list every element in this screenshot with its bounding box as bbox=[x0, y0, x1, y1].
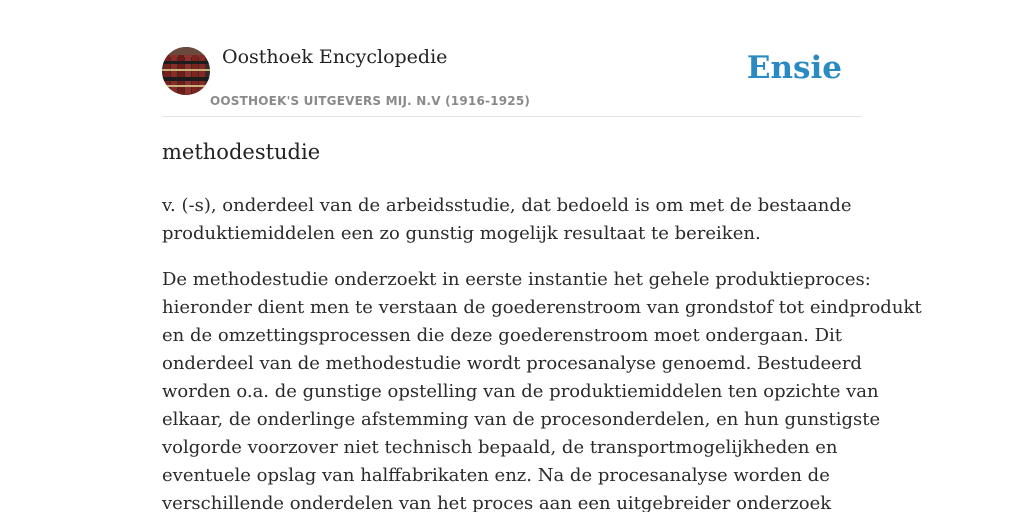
publisher-label: OOSTHOEK'S UITGEVERS MIJ. N.V (1916-1925) bbox=[210, 94, 531, 108]
entry-title: methodestudie bbox=[162, 140, 321, 164]
text-line: worden o.a. de gunstige opstelling van de produktiemiddelen ten opzichte van bbox=[162, 381, 879, 402]
text-line: produktiemiddelen een zo gunstig mogelijk resultaat te bereiken. bbox=[162, 223, 761, 244]
text-line: v. (-s), onderdeel van de arbeidsstudie, dat bedoeld is om met de bestaande bbox=[162, 195, 852, 216]
text-line: De methodestudie onderzoekt in eerste instantie het gehele produktieproces: bbox=[162, 269, 871, 290]
entry-body bbox=[162, 192, 922, 512]
text-line: en de omzettingsprocessen die deze goederenstroom moet ondergaan. Dit bbox=[162, 325, 843, 346]
text-line: elkaar, de onderlinge afstemming van de procesonderdelen, en hun gunstigste bbox=[162, 409, 881, 430]
text-line: eventuele opslag van halffabrikaten enz. Na de procesanalyse worden de bbox=[162, 465, 830, 486]
text-line: hieronder dient men te verstaan de goederenstroom van grondstof tot eindprodukt bbox=[162, 297, 922, 318]
entry-paragraph-1 bbox=[162, 192, 882, 248]
site-title[interactable]: Oosthoek Encyclopedie bbox=[222, 46, 448, 68]
encyclopedia-books-logo[interactable] bbox=[162, 47, 210, 95]
text-line: onderdeel van de methodestudie wordt procesanalyse genoemd. Bestudeerd bbox=[162, 353, 862, 374]
page-header bbox=[162, 46, 862, 117]
ensie-brand-logo[interactable]: Ensie bbox=[746, 50, 842, 86]
entry-paragraph-2 bbox=[162, 266, 922, 512]
text-line: volgorde voorzover niet technisch bepaald, de transportmogelijkheden en bbox=[162, 437, 838, 458]
text-line: verschillende onderdelen van het proces aan een uitgebreider onderzoek bbox=[162, 493, 832, 512]
